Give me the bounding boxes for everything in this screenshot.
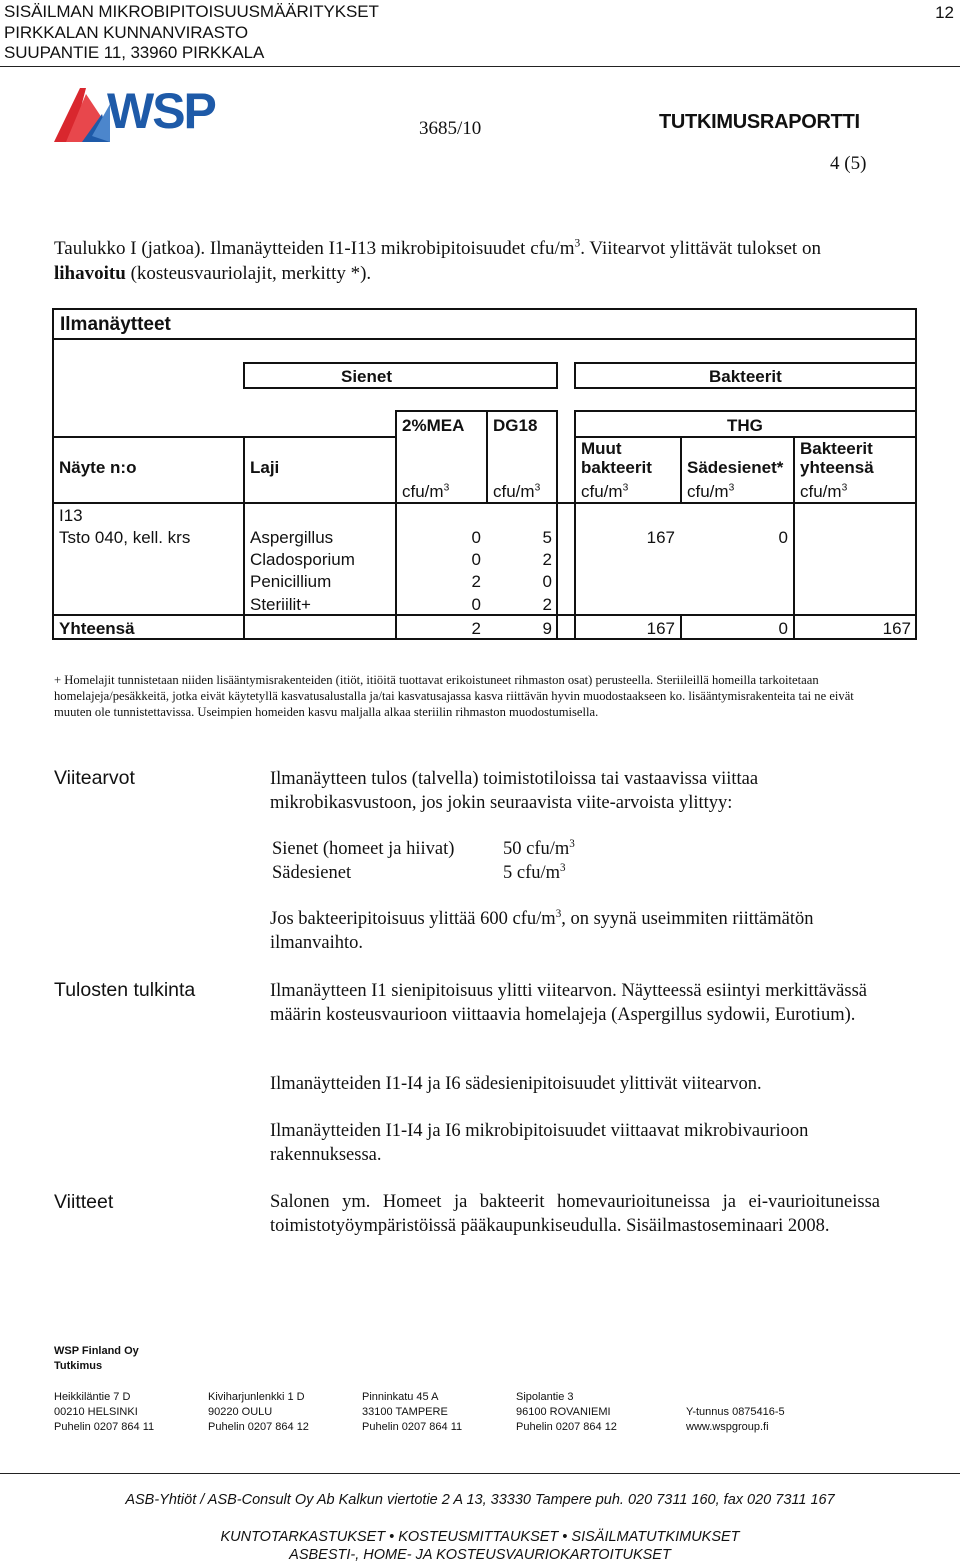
- table-line: [52, 614, 917, 616]
- table-line: [793, 436, 795, 640]
- total-label: Yhteensä: [59, 619, 135, 638]
- col-species: Laji: [250, 458, 280, 477]
- report-page: 4 (5): [830, 153, 867, 174]
- table-line: [486, 410, 488, 504]
- total-mea: 2: [471, 619, 481, 638]
- table-line: [574, 410, 576, 640]
- unit-label: cfu/$m^3$: [800, 482, 848, 501]
- medium-dg18: DG18: [493, 416, 538, 435]
- results-table: [0, 0, 960, 660]
- section-label-references: Viitteet: [54, 1191, 114, 1213]
- table-line: [574, 362, 576, 389]
- wsp-logo-text: WSP: [107, 84, 215, 139]
- unit-label: cfu/$m^3$: [493, 482, 541, 501]
- table-line: [395, 410, 397, 640]
- mea-cell: 2: [471, 572, 481, 591]
- table-line: [243, 436, 245, 640]
- wsp-company: WSP Finland Oy Tutkimus: [54, 1345, 139, 1372]
- sample-id: I13: [59, 506, 83, 525]
- report-title: TUTKIMUSRAPORTTI: [659, 111, 860, 133]
- table-line: [574, 387, 917, 389]
- table-line: [915, 308, 917, 640]
- total-dg18: 9: [542, 619, 552, 638]
- header-line-2: PIRKKALAN KUNNANVIRASTO: [4, 22, 248, 42]
- unit-label: cfu/$m^3$: [581, 482, 629, 501]
- office-address: Kiviharjunlenkki 1 D 90220 OULU Puhelin 0207 864 12: [208, 1391, 309, 1433]
- limit-fungi-label: Sienet (homeet ja hiivat): [272, 839, 455, 859]
- bacteria-reference-note: Jos bakteeripitoisuus ylittää 600 cfu/$m^3$, on syynä useimmiten riittämätön ilmanvaihto.: [270, 907, 814, 953]
- table-line: [680, 614, 682, 640]
- table-line: [243, 387, 558, 389]
- mea-cell: 0: [471, 550, 481, 569]
- table-footnote: + Homelajit tunnistetaan niiden lisääntymisrakenteiden (itiöt, itiöitä tuottavat erikoistuneet rihmaston osat) perusteella. Steriileillä homeilla tarkoitetaan homelajeja/pesäkkeitä, jotka eivät käytetyllä kasvatusalustalla ja/tai kasvatusajassa kasva riittävän hyvin muodostaakseen ko. lisääntymisrakenteita tai ne eivät muuten ole tunnistettavissa. Useimpien homeiden kasvu maljalla alkaa steriilin rihmaston muodostumisella.: [54, 673, 854, 719]
- footer-services: KUNTOTARKASTUKSET • KOSTEUSMITTAUKSET • SISÄILMATUTKIMUKSET ASBESTI-, HOME- JA KOSTEUSVAURIOKARTOITUKSET: [220, 1529, 740, 1563]
- header-line-1: SISÄILMAN MIKROBIPITOISUUSMÄÄRITYKSET: [4, 2, 379, 21]
- dg18-cell: 0: [542, 572, 552, 591]
- table-line: [52, 338, 917, 340]
- table-line: [52, 308, 917, 310]
- total-actinomycetes: 0: [778, 619, 788, 638]
- website-link: www.wspgroup.fi: [686, 1421, 769, 1433]
- limit-actino-label: Sädesienet: [272, 863, 352, 883]
- limit-actino-value: 5 cfu/$m^3$: [503, 861, 566, 883]
- dg18-cell: 2: [542, 595, 552, 614]
- mea-cell: 0: [471, 595, 481, 614]
- table-line: [52, 436, 397, 438]
- table-line: [243, 362, 245, 389]
- group-fungi: Sienet: [341, 367, 393, 386]
- mea-cell: 0: [471, 528, 481, 547]
- reference-values-intro: Ilmanäytteen tulos (talvella) toimistotiloissa tai vastaavissa viittaa mikrobikasvustoon, jos jokin seuraavista viite-arvoista ylittyy:: [270, 769, 759, 813]
- species-cell: Penicillium: [250, 572, 332, 591]
- col-other-bacteria-1: Muut: [581, 439, 622, 458]
- col-bacteria-total-1: Bakteerit: [800, 439, 873, 458]
- office-address: Sipolantie 3 96100 ROVANIEMI Puhelin 0207 864 12: [516, 1391, 617, 1433]
- office-address: Pinninkatu 45 A 33100 TAMPERE Puhelin 0207 864 11: [362, 1391, 463, 1433]
- page-number: 12: [935, 3, 954, 22]
- unit-label: cfu/$m^3$: [402, 482, 450, 501]
- table-line: [680, 436, 682, 504]
- table-line: [556, 362, 558, 389]
- total-other-bacteria: 167: [646, 619, 675, 638]
- limit-fungi-value: 50 cfu/$m^3$: [503, 837, 575, 859]
- table-caption: Taulukko I (jatkoa). Ilmanäytteiden I1-I13 mikrobipitoisuudet cfu/$m^3$. Viitearvot ylittävät tulokset on lihavoitu (kosteusvauriolajit, merkitty *).: [54, 237, 821, 284]
- col-bacteria-total-2: yhteensä: [800, 458, 874, 477]
- species-cell: Aspergillus: [250, 528, 334, 547]
- group-bacteria: Bakteerit: [709, 367, 782, 386]
- office-address: Heikkiläntie 7 D 00210 HELSINKI Puhelin 0207 864 11: [54, 1391, 155, 1433]
- footer-contact: ASB-Yhtiöt / ASB-Consult Oy Ab Kalkun viertotie 2 A 13, 33330 Tampere puh. 020 7311 160, fax 020 7311 167: [125, 1492, 835, 1508]
- actinomycetes-cell: 0: [778, 528, 788, 547]
- col-other-bacteria-2: bakteerit: [581, 458, 652, 477]
- table-line: [52, 308, 54, 640]
- business-id: Y-tunnus 0875416-5 www.wspgroup.fi: [686, 1406, 785, 1433]
- document-number: 3685/10: [419, 118, 482, 139]
- table-line: [574, 410, 917, 412]
- footer-divider: [0, 1473, 960, 1474]
- medium-mea: 2%MEA: [402, 416, 465, 435]
- table-line: [243, 362, 558, 364]
- col-actinomycetes: Sädesienet*: [687, 458, 784, 477]
- dg18-cell: 5: [542, 528, 552, 547]
- dg18-cell: 2: [542, 550, 552, 569]
- header-line-3: SUUPANTIE 11, 33960 PIRKKALA: [4, 43, 265, 62]
- table-line: [395, 410, 558, 412]
- species-cell: Cladosporium: [250, 550, 355, 569]
- medium-thg: THG: [727, 416, 763, 435]
- species-cell: Steriilit+: [250, 595, 311, 614]
- col-sample: Näyte n:o: [59, 458, 137, 477]
- table-line: [556, 410, 558, 640]
- interpretation-paragraph-1: Ilmanäytteen I1 sienipitoisuus ylitti viitearvon. Näytteessä esiintyi merkittävässä määrin kosteusvaurioon viittaavia homelajeja (Aspergillus sydowii, Eurotium).: [270, 981, 868, 1025]
- other-bacteria-cell: 167: [646, 528, 675, 547]
- sample-place: Tsto 040, kell. krs: [59, 528, 191, 547]
- total-bacteria: 167: [882, 619, 911, 638]
- unit-label: cfu/$m^3$: [687, 482, 735, 501]
- references-text: Salonen ym. Homeet ja bakteerit homevaurioituneissa ja ei-vaurioituneissa toimistotyöympäristöissä pääkaupunkiseudulla. Sisäilmastoseminaari 2008.: [270, 1192, 880, 1236]
- interpretation-paragraph-3: Ilmanäytteiden I1-I4 ja I6 mikrobipitoisuudet viittaavat mikrobivaurioon rakennuksessa.: [270, 1121, 809, 1165]
- interpretation-paragraph-2: Ilmanäytteiden I1-I4 ja I6 sädesienipitoisuudet ylittivät viitearvon.: [270, 1074, 762, 1094]
- table-line: [574, 436, 917, 438]
- section-label-interpretation: Tulosten tulkinta: [54, 979, 196, 1001]
- table-line: [52, 502, 917, 504]
- section-label-reference-values: Viitearvot: [54, 767, 135, 789]
- table-title: Ilmanäytteet: [60, 314, 171, 335]
- table-line: [574, 362, 917, 364]
